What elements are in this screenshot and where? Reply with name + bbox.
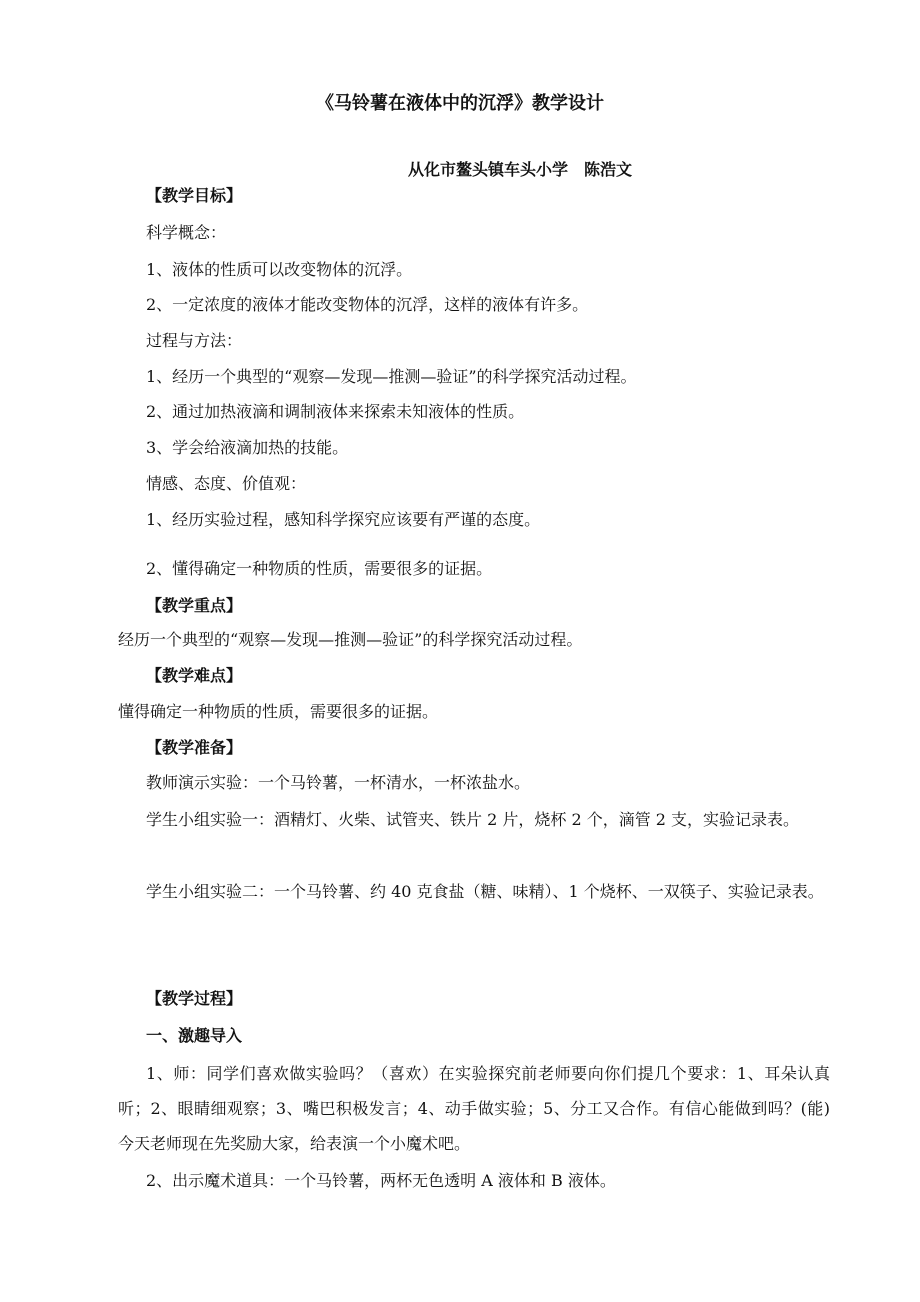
prep-item-teacher: 教师演示实验：一个马铃薯，一杯清水，一杯浓盐水。 <box>146 773 531 792</box>
section-heading-difficulties: 【教学难点】 <box>146 666 243 685</box>
attitude-item-2: 2、懂得确定一种物质的性质，需要很多的证据。 <box>146 559 493 578</box>
difficulties-text: 懂得确定一种物质的性质，需要很多的证据。 <box>118 702 439 721</box>
page-title: 《马铃薯在液体中的沉浮》教学设计 <box>316 93 604 114</box>
prep-item-group-2: 学生小组实验二：一个马铃薯、约 40 克食盐（糖、味精）、1 个烧杯、一双筷子、实验记录表。 <box>146 882 824 901</box>
section-heading-goals: 【教学目标】 <box>146 186 243 205</box>
subheading-attitude: 情感、态度、价值观： <box>146 474 307 493</box>
concept-item-1: 1、液体的性质可以改变物体的沉浮。 <box>146 260 413 279</box>
attitude-item-1: 1、经历实验过程，感知科学探究应该要有严谨的态度。 <box>146 510 541 529</box>
section-heading-process: 【教学过程】 <box>146 989 243 1008</box>
section-heading-key-points: 【教学重点】 <box>146 596 243 615</box>
concept-item-2: 2、一定浓度的液体才能改变物体的沉浮，这样的液体有许多。 <box>146 295 589 314</box>
prep-item-group-1-block <box>118 802 830 837</box>
subsection-heading-intro: 一、激趣导入 <box>146 1026 243 1045</box>
prep-item-group-1: 学生小组实验一：酒精灯、火柴、试管夹、铁片 2 片，烧杯 2 个，滴管 2 支，实验记录表。 <box>146 810 800 829</box>
method-item-2: 2、通过加热液滴和调制液体来探索未知液体的性质。 <box>146 402 525 421</box>
subheading-method: 过程与方法： <box>146 331 243 350</box>
prep-item-group-2-block <box>118 874 830 909</box>
intro-paragraph-2: 2、出示魔术道具：一个马铃薯，两杯无色透明 A 液体和 B 液体。 <box>146 1171 616 1190</box>
section-heading-preparation: 【教学准备】 <box>146 738 243 757</box>
method-item-3: 3、学会给液滴加热的技能。 <box>146 438 349 457</box>
subheading-concept: 科学概念： <box>146 223 227 242</box>
method-item-1: 1、经历一个典型的“观察—发现—推测—验证”的科学探究活动过程。 <box>146 367 637 386</box>
intro-paragraph-1-block <box>118 1056 830 1161</box>
key-points-text: 经历一个典型的“观察—发现—推测—验证”的科学探究活动过程。 <box>118 630 583 649</box>
intro-paragraph-1: 1、师：同学们喜欢做实验吗？（喜欢）在实验探究前老师要向你们提几个要求：1、耳朵认真听；2、眼睛细观察；3、嘴巴积极发言；4、动手做实验；5、分工又合作。有信心能做到吗？(能) 今天老师现在先奖励大家，给表演一个小魔术吧。 <box>118 1064 830 1153</box>
author-line: 从化市鳌头镇车头小学 陈浩文 <box>407 160 632 179</box>
